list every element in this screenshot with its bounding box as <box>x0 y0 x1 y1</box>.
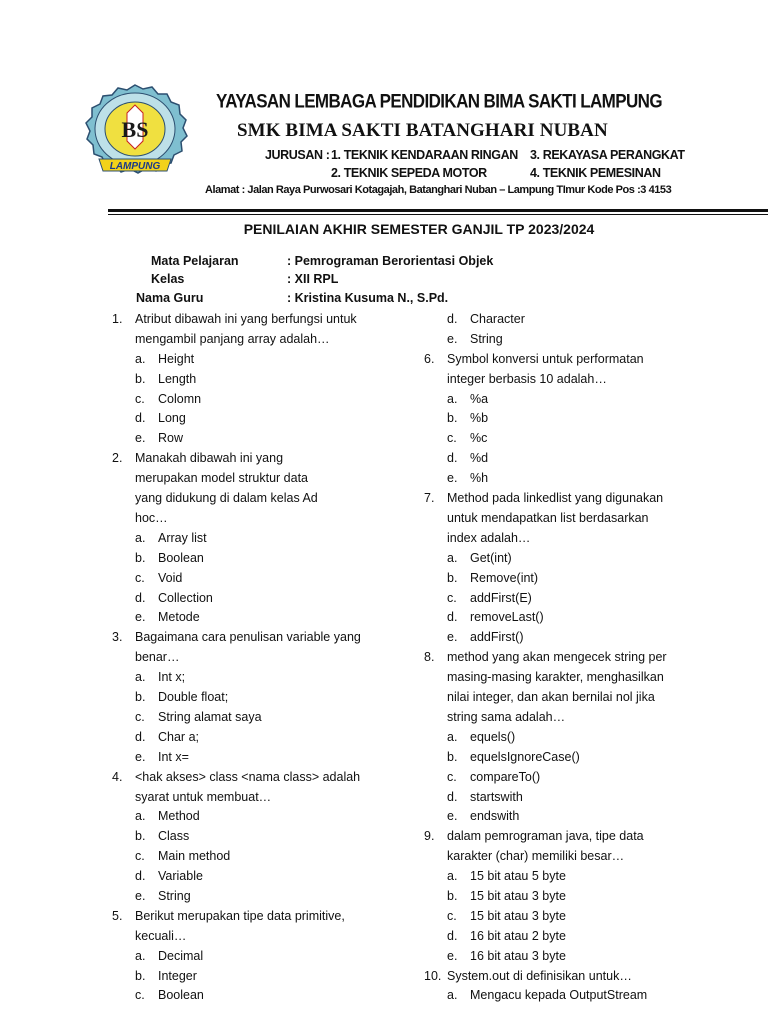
option-text: %c <box>470 431 488 446</box>
answer-option <box>135 390 412 410</box>
answer-option <box>447 907 724 927</box>
answer-option <box>135 589 412 609</box>
answer-option <box>447 628 724 648</box>
answer-option <box>135 549 412 569</box>
answer-option <box>135 350 412 370</box>
answer-options <box>447 390 724 489</box>
option-text: Length <box>158 371 197 386</box>
option-text: Remove(int) <box>470 570 539 585</box>
question-text-line: kecuali… <box>135 928 187 943</box>
option-letter: a. <box>135 530 146 545</box>
question-text <box>135 768 412 808</box>
option-letter: d. <box>135 411 146 426</box>
answer-option <box>135 688 412 708</box>
option-letter: e. <box>135 431 146 446</box>
answer-option <box>135 728 412 748</box>
answer-option <box>135 569 412 589</box>
answer-option <box>135 887 412 907</box>
question-item <box>112 628 412 767</box>
answer-options <box>135 947 412 1007</box>
question-item <box>112 907 412 1006</box>
question-stem <box>424 489 724 549</box>
option-letter: a. <box>447 869 458 884</box>
option-text: Method <box>158 809 200 824</box>
option-text: endswith <box>470 809 520 824</box>
option-text: Metode <box>158 610 200 625</box>
question-text-line: merupakan model struktur data <box>135 471 309 486</box>
answer-option <box>447 788 724 808</box>
option-letter: e. <box>447 630 458 645</box>
option-text: Character <box>470 312 525 326</box>
answer-options <box>135 807 412 906</box>
option-letter: b. <box>447 889 458 903</box>
option-text: Get(int) <box>470 550 512 565</box>
option-letter: e. <box>447 809 458 824</box>
answer-option <box>135 529 412 549</box>
option-letter: e. <box>135 610 146 625</box>
option-text: Boolean <box>158 550 204 565</box>
question-text-line: Berikut merupakan tipe data primitive, <box>135 908 345 923</box>
answer-option <box>447 947 724 967</box>
question-stem <box>112 907 412 947</box>
subject-value: : Pemrograman Berorientasi Objek <box>287 254 494 268</box>
option-text: Height <box>158 351 195 366</box>
question-text <box>135 907 412 947</box>
answer-option <box>135 608 412 628</box>
question-stem <box>424 967 724 987</box>
logo-region: LAMPUNG <box>109 161 161 172</box>
question-text-line: index adalah… <box>447 530 531 545</box>
option-letter: b. <box>135 550 146 565</box>
question-number: 5. <box>112 908 123 923</box>
option-letter: b. <box>447 570 458 585</box>
question-text <box>447 967 724 987</box>
question-item <box>424 350 724 489</box>
question-text-line: Method pada linkedlist yang digunakan <box>447 491 664 506</box>
question-text-line: Manakah dibawah ini yang <box>135 451 284 466</box>
teacher-label: Nama Guru <box>136 291 204 305</box>
answer-option <box>447 409 724 429</box>
option-letter: e. <box>135 888 146 903</box>
answer-option <box>135 708 412 728</box>
question-item <box>424 489 724 648</box>
answer-option <box>447 608 724 628</box>
option-letter: d. <box>447 451 458 466</box>
question-number: 3. <box>112 630 123 645</box>
answer-option <box>447 748 724 768</box>
dept-2: 2. TEKNIK SEPEDA MOTOR <box>331 166 487 180</box>
question-stem <box>424 648 724 728</box>
option-text: compareTo() <box>470 769 541 784</box>
option-text: equelsIgnoreCase() <box>470 749 580 764</box>
answer-options <box>135 350 412 449</box>
question-text-line: <hak akses> class <nama class> adalah <box>135 769 361 784</box>
school-address: Alamat : Jalan Raya Purwosari Kotagajah, Batanghari Nuban – Lampung TImur Kode Pos :3 4153 <box>205 184 672 196</box>
question-text-line: nilai integer, dan akan bernilai nol jika <box>447 690 655 705</box>
header-divider-thin <box>108 214 768 215</box>
option-text: Colomn <box>158 391 202 406</box>
question-number: 6. <box>424 351 435 366</box>
option-letter: c. <box>135 988 145 1003</box>
option-text: Long <box>158 411 186 426</box>
question-text-line: yang didukung di dalam kelas Ad <box>135 491 318 506</box>
answer-options <box>447 549 724 648</box>
answer-option <box>447 887 724 907</box>
answer-option <box>447 589 724 609</box>
question-number: 9. <box>424 829 435 844</box>
option-text: String <box>158 888 191 903</box>
option-letter: d. <box>447 610 458 625</box>
option-text: startswith <box>470 789 523 804</box>
option-letter: d. <box>135 590 146 605</box>
option-letter: e. <box>447 948 458 963</box>
question-text-line: mengambil panjang array adalah… <box>135 331 330 346</box>
question-text-line: Bagaimana cara penulisan variable yang <box>135 630 361 645</box>
teacher-value: : Kristina Kusuma N., S.Pd. <box>287 291 449 305</box>
class-value: : XII RPL <box>287 272 339 286</box>
question-text-line: Atribut dibawah ini yang berfungsi untuk <box>135 312 357 326</box>
option-text: Void <box>158 570 183 585</box>
question-stem <box>112 768 412 808</box>
option-letter: b. <box>135 968 146 983</box>
question-number: 8. <box>424 650 435 665</box>
option-letter: a. <box>447 988 458 1003</box>
option-text: Integer <box>158 968 197 983</box>
option-text: %b <box>470 411 489 426</box>
option-text: Boolean <box>158 988 204 1003</box>
answer-option <box>135 947 412 967</box>
option-letter: d. <box>447 928 458 943</box>
option-text: Row <box>158 431 184 446</box>
dept-4: 4. TEKNIK PEMESINAN <box>530 166 661 180</box>
option-text: 15 bit atau 3 byte <box>470 889 566 903</box>
question-number: 4. <box>112 769 123 784</box>
answer-option <box>447 310 724 330</box>
question-stem <box>112 628 412 668</box>
option-text: Mengacu kepada OutputStream <box>470 988 648 1003</box>
option-letter: a. <box>135 670 146 685</box>
option-letter: b. <box>447 749 458 764</box>
option-text: Decimal <box>158 948 204 963</box>
answer-option <box>135 409 412 429</box>
answer-option <box>135 668 412 688</box>
question-item <box>424 827 724 966</box>
question-item <box>112 310 412 449</box>
question-text <box>447 648 724 728</box>
logo-initials: BS <box>121 117 149 142</box>
dept-3: 3. REKAYASA PERANGKAT <box>530 148 685 162</box>
option-text: addFirst() <box>470 630 524 645</box>
answer-option <box>447 390 724 410</box>
option-text: removeLast() <box>470 610 544 625</box>
option-letter: a. <box>135 809 146 824</box>
option-text: equels() <box>470 729 516 744</box>
question-stem <box>424 350 724 390</box>
question-text <box>447 827 724 867</box>
question-text <box>135 449 412 529</box>
option-letter: a. <box>135 948 146 963</box>
option-letter: d. <box>447 789 458 804</box>
answer-option <box>447 469 724 489</box>
option-text: addFirst(E) <box>470 590 532 605</box>
option-text: 15 bit atau 3 byte <box>470 908 566 923</box>
question-number: 7. <box>424 491 435 506</box>
option-text: Main method <box>158 849 231 864</box>
class-label: Kelas <box>151 272 185 286</box>
question-text-line: dalam pemrograman java, tipe data <box>447 829 644 844</box>
question-text <box>135 310 412 350</box>
option-letter: b. <box>135 371 146 386</box>
question-text-line: masing-masing karakter, menghasilkan <box>447 670 664 685</box>
option-text: %a <box>470 391 489 406</box>
question-text-line: hoc… <box>135 510 168 525</box>
question-text-line: karakter (char) memiliki besar… <box>447 849 625 864</box>
question-stem <box>112 310 412 350</box>
option-text: Variable <box>158 869 203 884</box>
option-text: Int x; <box>158 670 186 685</box>
option-letter: e. <box>447 471 458 486</box>
option-letter: e. <box>447 331 458 346</box>
option-text: String <box>470 331 503 346</box>
question-item <box>112 449 412 628</box>
answer-option <box>447 569 724 589</box>
answer-options <box>135 529 412 628</box>
option-text: Collection <box>158 590 213 605</box>
foundation-name: YAYASAN LEMBAGA PENDIDIKAN BIMA SAKTI LAMPUNG <box>216 90 662 113</box>
answer-option <box>447 330 724 350</box>
question-text <box>447 489 724 549</box>
question-text-line: syarat untuk membuat… <box>135 789 272 804</box>
option-text: Class <box>158 829 190 844</box>
option-text: %h <box>470 471 489 486</box>
option-letter: b. <box>135 829 146 844</box>
answer-option <box>447 927 724 947</box>
jurusan-label: JURUSAN : <box>265 148 330 162</box>
option-letter: c. <box>447 590 457 605</box>
question-text-line: untuk mendapatkan list berdasarkan <box>447 510 649 525</box>
question-stem <box>424 827 724 867</box>
header-divider-thick <box>108 209 768 212</box>
option-letter: b. <box>135 690 146 705</box>
question-text-line: benar… <box>135 650 180 665</box>
option-letter: a. <box>447 550 458 565</box>
answer-options <box>447 310 724 350</box>
answer-options <box>447 867 724 966</box>
answer-option <box>135 827 412 847</box>
answer-option <box>135 967 412 987</box>
questions-right-column <box>424 310 724 1006</box>
dept-1: 1. TEKNIK KENDARAAN RINGAN <box>331 148 518 162</box>
option-letter: b. <box>447 411 458 426</box>
questions-left-column <box>112 310 412 1006</box>
option-text: 16 bit atau 2 byte <box>470 928 566 943</box>
option-letter: a. <box>135 351 146 366</box>
answer-option <box>135 370 412 390</box>
option-letter: c. <box>447 908 457 923</box>
option-letter: a. <box>447 729 458 744</box>
option-letter: c. <box>135 391 145 406</box>
option-letter: c. <box>447 769 457 784</box>
question-text <box>447 350 724 390</box>
question-number: 2. <box>112 451 123 466</box>
answer-option <box>447 768 724 788</box>
question-text-line: integer berbasis 10 adalah… <box>447 371 607 386</box>
question-text-line: System.out di definisikan untuk… <box>447 968 632 983</box>
option-letter: e. <box>135 749 146 764</box>
question-number: 1. <box>112 312 123 326</box>
option-text: Char a; <box>158 729 199 744</box>
option-text: 15 bit atau 5 byte <box>470 869 566 884</box>
exam-title: PENILAIAN AKHIR SEMESTER GANJIL TP 2023/2024 <box>243 221 595 237</box>
option-text: %d <box>470 451 489 466</box>
option-letter: c. <box>447 431 457 446</box>
answer-options <box>447 986 724 1006</box>
answer-option <box>447 807 724 827</box>
school-name: SMK BIMA SAKTI BATANGHARI NUBAN <box>237 120 608 141</box>
question-item <box>424 648 724 827</box>
question-text <box>135 628 412 668</box>
option-letter: d. <box>447 312 458 326</box>
answer-option <box>135 807 412 827</box>
option-text: 16 bit atau 3 byte <box>470 948 566 963</box>
answer-option <box>447 986 724 1006</box>
answer-option <box>447 549 724 569</box>
option-letter: c. <box>135 570 145 585</box>
answer-options <box>135 668 412 767</box>
option-text: Int x= <box>158 749 189 764</box>
question-text-line: method yang akan mengecek string per <box>447 650 667 665</box>
option-letter: d. <box>135 729 146 744</box>
answer-option <box>447 867 724 887</box>
option-letter: c. <box>135 709 145 724</box>
answer-option <box>135 748 412 768</box>
question-item <box>424 967 724 1007</box>
answer-options <box>447 728 724 827</box>
option-text: String alamat saya <box>158 709 262 724</box>
subject-label: Mata Pelajaran <box>151 254 239 268</box>
answer-option <box>135 847 412 867</box>
option-letter: a. <box>447 391 458 406</box>
option-text: Array list <box>158 530 207 545</box>
question-stem <box>112 449 412 529</box>
answer-option <box>135 986 412 1006</box>
option-letter: c. <box>135 849 145 864</box>
question-number: 10. <box>424 968 442 983</box>
question-text-line: string sama adalah… <box>447 709 566 724</box>
answer-option <box>447 728 724 748</box>
question-item <box>112 768 412 907</box>
answer-option <box>447 449 724 469</box>
answer-option <box>135 867 412 887</box>
question-text-line: Symbol konversi untuk performatan <box>447 351 644 366</box>
answer-option <box>135 429 412 449</box>
answer-option <box>447 429 724 449</box>
option-letter: d. <box>135 869 146 884</box>
option-text: Double float; <box>158 690 229 705</box>
